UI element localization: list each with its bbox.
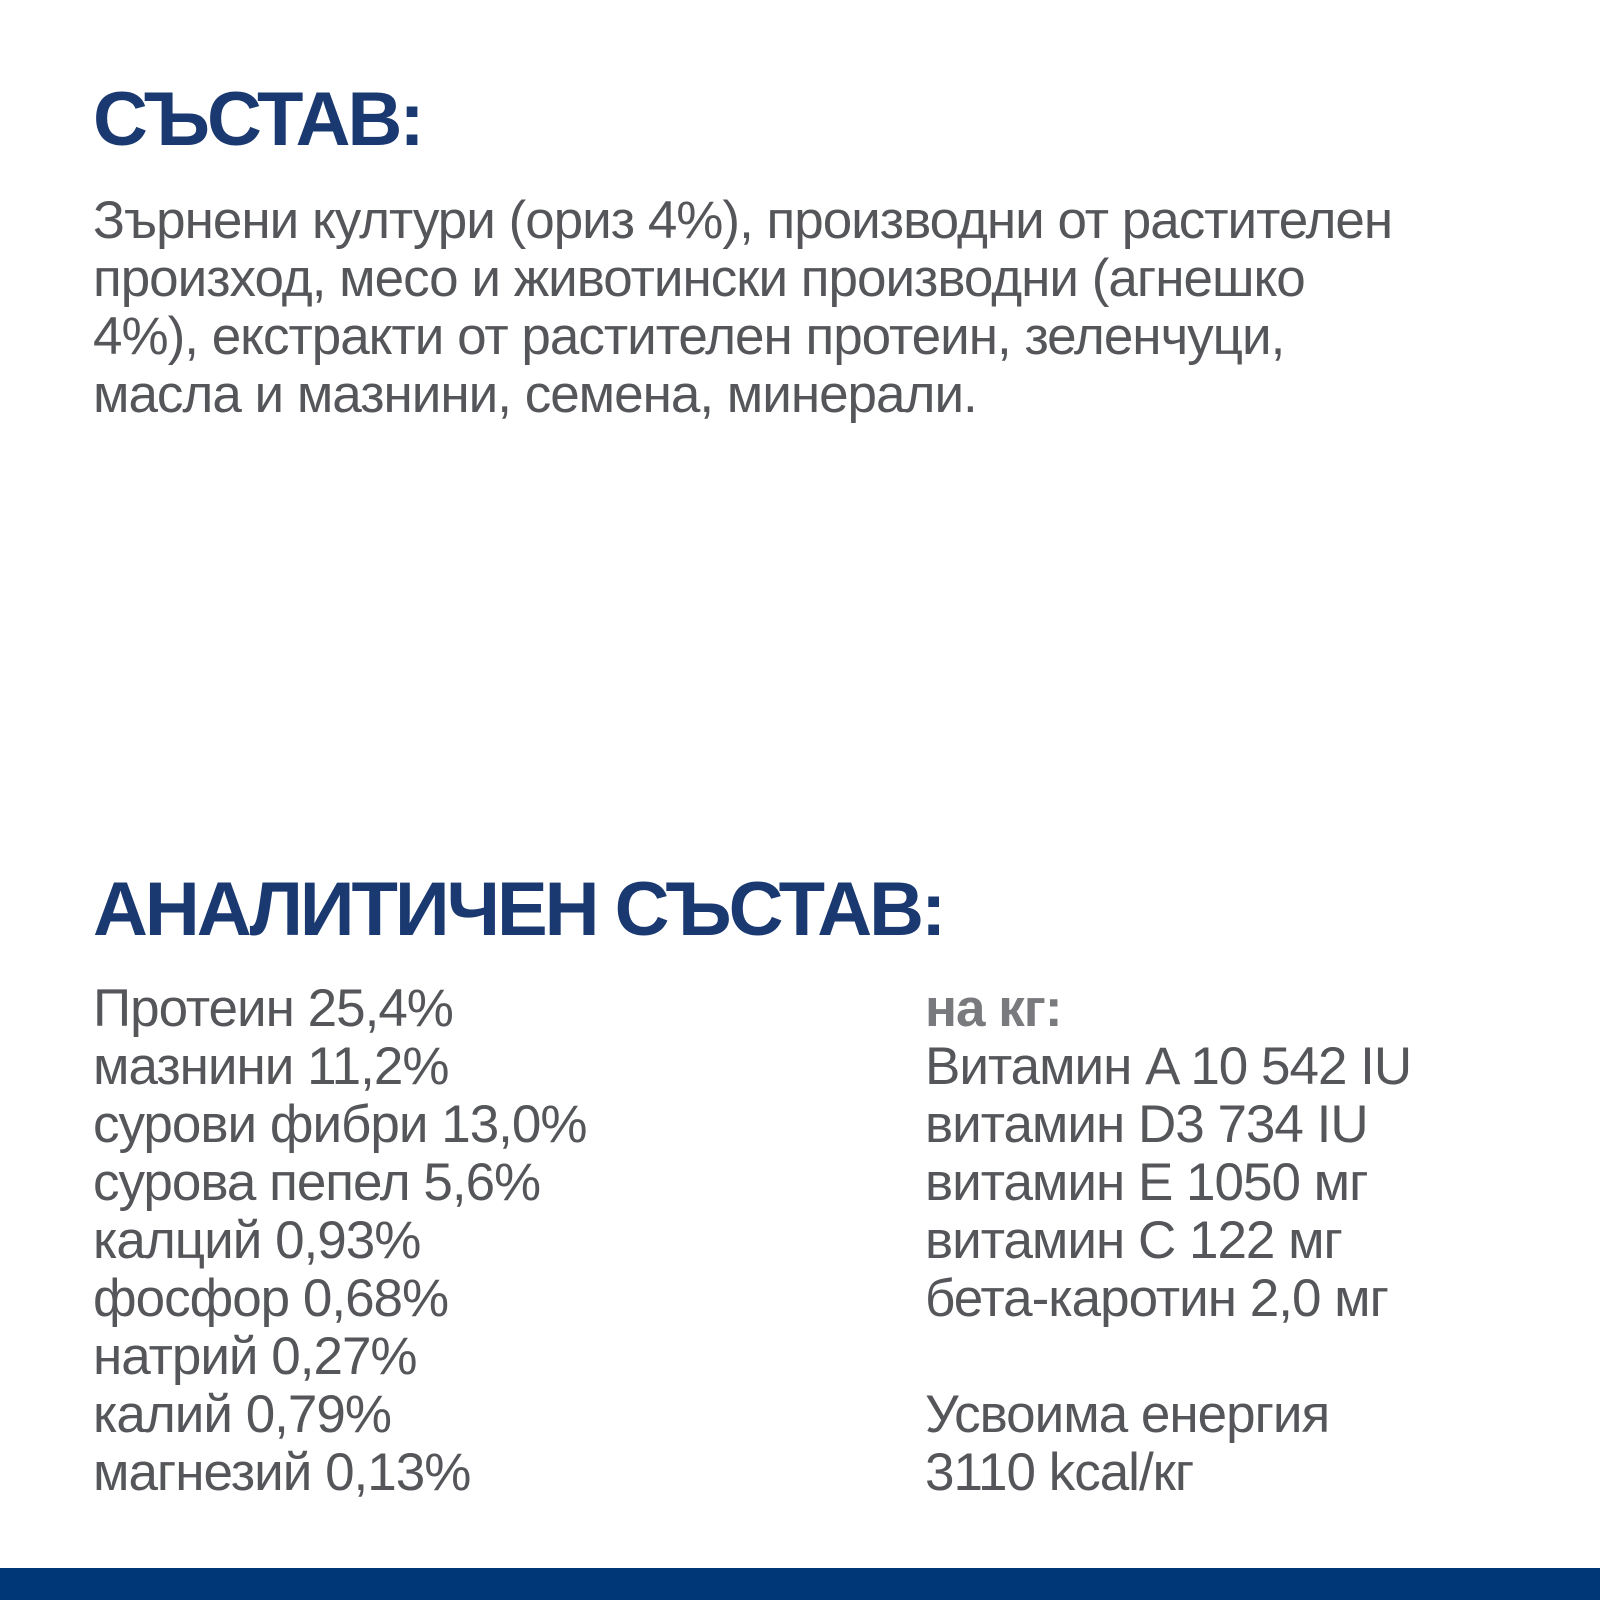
- vitamin-item: [925, 1270, 1411, 1328]
- per-kg-list: [925, 980, 1411, 1502]
- energy-label: Усвоима енергия: [925, 1385, 1330, 1444]
- column-spacer: [925, 1328, 1411, 1386]
- energy-value: 3110 kcal/кг: [925, 1443, 1194, 1502]
- vitamin-item-value: 10 542 IU: [1190, 1037, 1412, 1096]
- analysis-item-value: 13,0%: [441, 1095, 587, 1154]
- vitamin-item-label: бета-каротин: [925, 1269, 1237, 1328]
- analysis-item-value: 0,79%: [245, 1385, 391, 1444]
- composition-text: [93, 192, 1392, 424]
- analysis-item-label: сурова пепел: [93, 1153, 410, 1212]
- vitamin-item-label: витамин D3: [925, 1095, 1204, 1154]
- analysis-item: [93, 980, 587, 1038]
- analysis-item: [93, 1154, 587, 1212]
- analysis-item: [93, 1444, 587, 1502]
- analysis-item-label: натрий: [93, 1327, 258, 1386]
- analysis-section-title: АНАЛИТИЧЕН СЪСТАВ:: [93, 867, 944, 952]
- analysis-item-label: сурови фибри: [93, 1095, 428, 1154]
- analysis-item-label: мазнини: [93, 1037, 294, 1096]
- analysis-item-label: Протеин: [93, 979, 294, 1038]
- vitamin-item-value: 734 IU: [1217, 1095, 1368, 1154]
- analysis-item-label: магнезий: [93, 1443, 312, 1502]
- analysis-item-value: 11,2%: [307, 1037, 449, 1096]
- analysis-item-value: 0,68%: [302, 1269, 449, 1328]
- analysis-item-value: 0,27%: [271, 1327, 417, 1386]
- analysis-item: [93, 1096, 587, 1154]
- analysis-item-value: 0,93%: [275, 1211, 421, 1270]
- vitamin-item-label: витамин C: [925, 1211, 1176, 1270]
- vitamin-item-label: Витамин A: [925, 1037, 1177, 1096]
- analysis-item-label: калий: [93, 1385, 232, 1444]
- vitamin-item: [925, 1096, 1411, 1154]
- vitamin-item: [925, 1038, 1411, 1096]
- vitamin-item-value: 2,0 мг: [1249, 1269, 1388, 1328]
- bottom-brand-bar: [0, 1568, 1600, 1600]
- vitamin-item-label: витамин E: [925, 1153, 1173, 1212]
- vitamin-item-value: 122 мг: [1188, 1211, 1342, 1270]
- analysis-item-label: фосфор: [93, 1269, 290, 1328]
- analysis-item-label: калций: [93, 1211, 262, 1270]
- composition-text-line: масла и мазнини, семена, минерали.: [93, 365, 977, 424]
- analysis-item: [93, 1212, 587, 1270]
- composition-text-line: 4%), екстракти от растителен протеин, зеленчуци,: [93, 307, 1285, 366]
- analysis-item-value: 0,13%: [325, 1443, 471, 1502]
- analysis-item: [93, 1386, 587, 1444]
- analysis-item: [93, 1038, 587, 1096]
- analysis-item: [93, 1270, 587, 1328]
- analysis-list: [93, 980, 587, 1502]
- vitamin-item: [925, 1154, 1411, 1212]
- composition-section-title: СЪСТАВ:: [93, 77, 422, 162]
- analysis-item-value: 5,6%: [423, 1153, 541, 1212]
- per-kg-heading: на кг:: [925, 979, 1062, 1038]
- analysis-item-value: 25,4%: [307, 979, 453, 1038]
- vitamin-item-value: 1050 мг: [1186, 1153, 1368, 1212]
- analysis-item: [93, 1328, 587, 1386]
- composition-text-line: произход, месо и животински производни (агнешко: [93, 249, 1305, 308]
- composition-text-line: Зърнени култури (ориз 4%), производни от растителен: [93, 191, 1393, 250]
- vitamin-item: [925, 1212, 1411, 1270]
